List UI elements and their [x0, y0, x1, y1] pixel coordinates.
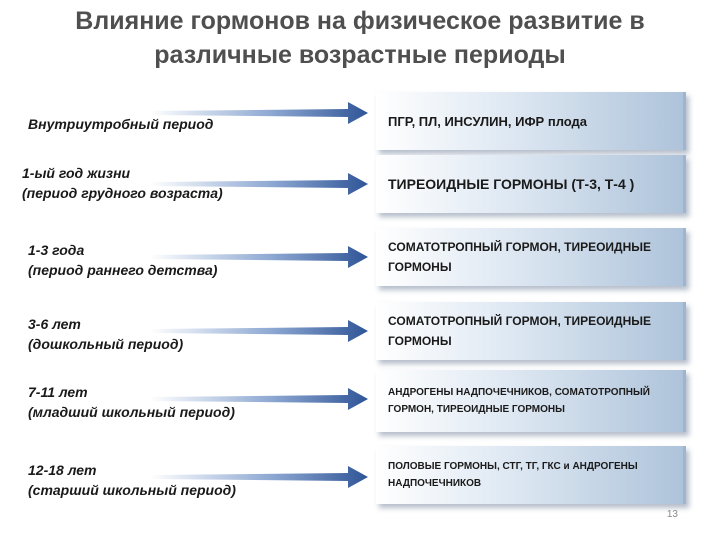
arrow-icon — [150, 316, 368, 346]
hormone-box — [376, 446, 686, 504]
arrow-icon — [150, 384, 368, 414]
period-name: 1-3 года — [28, 242, 85, 258]
period-name: Внутриутробный период — [28, 116, 214, 132]
arrow-icon — [150, 169, 368, 199]
hormone-text: АНДРОГЕНЫ НАДПОЧЕЧНИКОВ, СОМАТОТРОПНЫЙ ГОРМОН, ТИРЕОИДНЫЕ ГОРМОНЫ — [388, 387, 650, 415]
period-description: (старший школьный период) — [28, 482, 236, 498]
slide-title: Влияние гормонов на физическое развитие в различные возрастные периоды — [75, 7, 645, 69]
hormone-box — [376, 155, 686, 213]
period-name: 1-ый год жизни — [22, 165, 131, 181]
period-description: (младший школьный период) — [28, 404, 235, 420]
hormone-box — [376, 92, 686, 150]
period-description: (период раннего детства) — [28, 262, 218, 278]
hormone-text: ТИРЕОИДНЫЕ ГОРМОНЫ (Т-3, Т-4 ) — [388, 176, 635, 192]
hormone-box — [376, 228, 686, 286]
hormone-box — [376, 302, 686, 360]
period-description: (период грудного возраста) — [22, 185, 223, 201]
age-row — [0, 446, 720, 516]
age-row — [0, 155, 720, 225]
age-row — [0, 370, 720, 440]
page-number: 13 — [666, 509, 678, 520]
period-name: 3-6 лет — [28, 316, 81, 332]
age-row — [0, 92, 720, 162]
period-name: 12-18 лет — [28, 462, 97, 478]
hormone-text: СОМАТОТРОПНЫЙ ГОРМОН, ТИРЕОИДНЫЕ ГОРМОНЫ — [388, 240, 652, 274]
arrow-icon — [150, 462, 368, 492]
hormone-text: ПОЛОВЫЕ ГОРМОНЫ, СТГ, ТГ, ГКС и АНДРОГЕНЫ НАДПОЧЕЧНИКОВ — [388, 461, 638, 489]
hormone-text: СОМАТОТРОПНЫЙ ГОРМОН, ТИРЕОИДНЫЕ ГОРМОНЫ — [388, 314, 652, 348]
arrow-icon — [150, 242, 368, 272]
hormone-text: ПГР, ПЛ, ИНСУЛИН, ИФР плода — [388, 113, 588, 129]
period-name: 7-11 лет — [28, 384, 88, 400]
age-row — [0, 228, 720, 298]
arrow-icon — [150, 98, 368, 128]
period-description: (дошкольный период) — [28, 336, 184, 352]
age-row — [0, 302, 720, 372]
hormone-box — [376, 370, 686, 432]
